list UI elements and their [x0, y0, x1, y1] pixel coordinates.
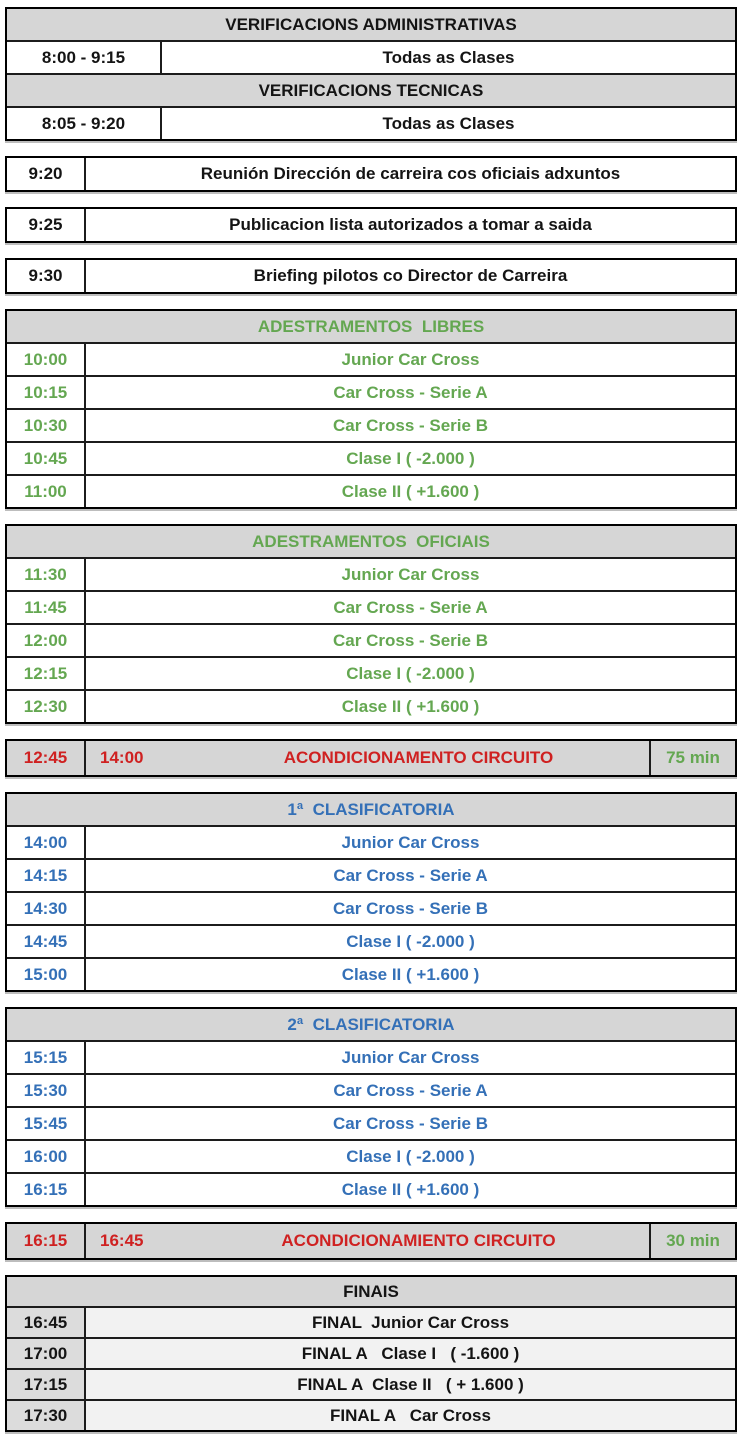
time-cell: 10:45: [7, 443, 86, 474]
end-time-cell: 16:45: [100, 1231, 144, 1250]
event-cell: FINAL A Clase II ( + 1.600 ): [86, 1370, 735, 1399]
adestramentos-libres-table: [5, 309, 737, 509]
schedule-row: [7, 1337, 735, 1368]
event-cell: Car Cross - Serie B: [333, 630, 488, 650]
event-cell: Publicacion lista autorizados a tomar a saida: [229, 215, 592, 234]
time-cell: 11:00: [7, 476, 86, 507]
event-cell: Clase I ( -2.000 ): [346, 931, 475, 951]
schedule-row: [7, 1040, 735, 1073]
event-cell: Car Cross - Serie A: [333, 865, 488, 885]
section-title: VERIFICACIONS TECNICAS: [258, 80, 484, 100]
conditioning-row: [7, 741, 735, 775]
time-cell: 17:15: [7, 1370, 86, 1399]
time-cell: 15:15: [7, 1042, 86, 1073]
event-cell: Clase II ( +1.600 ): [341, 481, 480, 501]
schedule-row: [7, 40, 735, 73]
event-cell: Clase I ( -2.000 ): [346, 663, 475, 683]
schedule-row: [7, 858, 735, 891]
schedule-row: [7, 209, 735, 241]
schedule-row: [7, 342, 735, 375]
schedule-row: [7, 1172, 735, 1205]
schedule-row: [7, 1306, 735, 1337]
schedule-row: [7, 1139, 735, 1172]
schedule-row: [7, 1368, 735, 1399]
section-title: 1ª CLASIFICATORIA: [287, 799, 455, 819]
section-title: 2ª CLASIFICATORIA: [287, 1014, 455, 1034]
schedule-row: [7, 689, 735, 722]
time-cell: 14:45: [7, 926, 86, 957]
verifications-tech-header: [7, 73, 735, 106]
time-cell: 10:30: [7, 410, 86, 441]
event-cell: Clase II ( +1.600 ): [341, 1179, 480, 1199]
time-cell: 11:45: [7, 592, 86, 623]
event-cell: Car Cross - Serie B: [333, 415, 488, 435]
section-header: [7, 794, 735, 825]
event-cell: Clase II ( +1.600 ): [341, 696, 480, 716]
event-cell: FINAL A Clase I ( -1.600 ): [86, 1339, 735, 1368]
schedule-row: [7, 106, 735, 139]
schedule-row: [7, 408, 735, 441]
schedule-row: [7, 1399, 735, 1430]
event-cell: Todas as Clases: [382, 113, 515, 133]
conditioning-row: [7, 1224, 735, 1258]
schedule-row: [7, 1106, 735, 1139]
time-cell: 9:20: [7, 158, 86, 190]
time-cell: 14:00: [7, 827, 86, 858]
time-cell: 14:30: [7, 893, 86, 924]
event-cell: Car Cross - Serie A: [333, 1080, 488, 1100]
section-title: VERIFICACIONS ADMINISTRATIVAS: [225, 14, 517, 34]
schedule-row: [7, 623, 735, 656]
section-title: FINAIS: [7, 1277, 735, 1306]
event-cell: Car Cross - Serie B: [333, 898, 488, 918]
schedule-row: [7, 825, 735, 858]
event-cell: Clase I ( -2.000 ): [346, 1146, 475, 1166]
briefing-table-2: [5, 207, 737, 243]
time-cell: 12:30: [7, 691, 86, 722]
section-header: [7, 311, 735, 342]
start-time-cell: 16:15: [7, 1224, 86, 1258]
event-cell: FINAL Junior Car Cross: [86, 1308, 735, 1337]
schedule-row: [7, 260, 735, 292]
time-cell: 10:00: [7, 344, 86, 375]
clasificatoria-2-table: [5, 1007, 737, 1207]
time-cell: 8:00 - 9:15: [7, 42, 162, 73]
circuit-conditioning-table-1: [5, 739, 737, 777]
briefing-table-3: [5, 258, 737, 294]
schedule-row: [7, 656, 735, 689]
time-cell: 15:45: [7, 1108, 86, 1139]
start-time-cell: 12:45: [7, 741, 86, 775]
section-title: ADESTRAMENTOS OFICIAIS: [252, 531, 490, 551]
section-title: ADESTRAMENTOS LIBRES: [257, 316, 485, 336]
time-cell: 11:30: [7, 559, 86, 590]
time-cell: 14:15: [7, 860, 86, 891]
section-header: [7, 1277, 735, 1306]
schedule-row: [7, 924, 735, 957]
event-cell: Junior Car Cross: [341, 832, 480, 852]
schedule-row: [7, 375, 735, 408]
event-cell: Reunión Dirección de carreira cos oficiais adxuntos: [200, 164, 621, 183]
briefing-table-1: [5, 156, 737, 192]
section-header: [7, 526, 735, 557]
event-cell: FINAL A Car Cross: [86, 1401, 735, 1430]
time-cell: 12:15: [7, 658, 86, 689]
clasificatoria-1-table: [5, 792, 737, 992]
time-cell: 16:15: [7, 1174, 86, 1205]
conditioning-label: ACONDICIONAMENTO CIRCUITO: [283, 748, 554, 767]
time-cell: 10:15: [7, 377, 86, 408]
time-cell: 9:30: [7, 260, 86, 292]
time-cell: 8:05 - 9:20: [7, 108, 162, 139]
time-cell: 17:30: [7, 1401, 86, 1430]
event-cell: Clase II ( +1.600 ): [341, 964, 480, 984]
duration-cell: 75 min: [649, 741, 735, 775]
event-cell: Briefing pilotos co Director de Carreira: [253, 266, 568, 285]
time-cell: 15:30: [7, 1075, 86, 1106]
event-cell: Clase I ( -2.000 ): [346, 448, 475, 468]
schedule-row: [7, 474, 735, 507]
schedule-row: [7, 557, 735, 590]
verifications-table: [5, 7, 737, 141]
time-cell: 16:00: [7, 1141, 86, 1172]
event-cell: Car Cross - Serie A: [333, 597, 488, 617]
schedule-row: [7, 441, 735, 474]
event-cell: Car Cross - Serie A: [333, 382, 488, 402]
schedule-row: [7, 891, 735, 924]
time-cell: 12:00: [7, 625, 86, 656]
circuit-conditioning-table-2: [5, 1222, 737, 1260]
conditioning-label: ACONDICIONAMIENTO CIRCUITO: [281, 1231, 556, 1250]
schedule-row: [7, 158, 735, 190]
schedule-row: [7, 1073, 735, 1106]
event-cell: Car Cross - Serie B: [333, 1113, 488, 1133]
time-cell: 9:25: [7, 209, 86, 241]
section-header: [7, 1009, 735, 1040]
schedule-row: [7, 590, 735, 623]
time-cell: 17:00: [7, 1339, 86, 1368]
event-cell: Todas as Clases: [382, 47, 515, 67]
time-cell: 15:00: [7, 959, 86, 990]
event-cell: Junior Car Cross: [341, 1047, 480, 1067]
end-time-cell: 14:00: [100, 748, 144, 767]
event-cell: Junior Car Cross: [341, 349, 480, 369]
duration-cell: 30 min: [649, 1224, 735, 1258]
finais-table: [5, 1275, 737, 1432]
event-cell: Junior Car Cross: [341, 564, 480, 584]
schedule-row: [7, 957, 735, 990]
adestramentos-oficiais-table: [5, 524, 737, 724]
verifications-admin-header: [7, 9, 735, 40]
time-cell: 16:45: [7, 1308, 86, 1337]
